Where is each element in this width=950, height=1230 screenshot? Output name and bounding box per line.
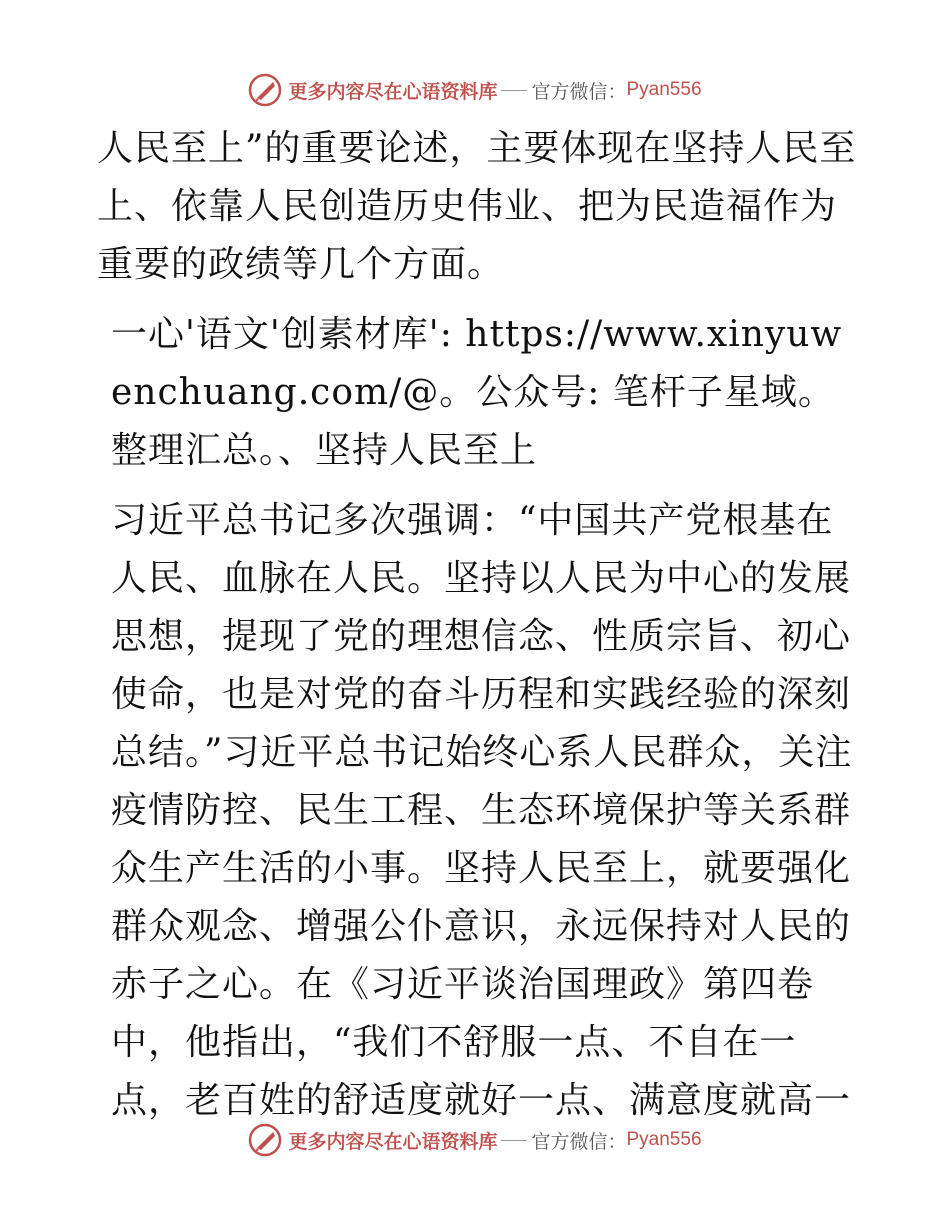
header-brand-text: 更多内容尽在心语资料库	[288, 80, 498, 103]
header-wechat-id: Pyan556	[626, 79, 702, 100]
paragraph-2: 一心'语文'创素材库': https://www.xinyuwenchuang.com/@。公众号: 笔杆子星域。整理汇总。、坚持人民至上	[111, 314, 843, 471]
footer-banner	[0, 1120, 950, 1160]
header-official-label: 官方微信：	[531, 80, 627, 103]
paragraph-1: 人民至上”的重要论述，主要体现在坚持人民至上、依靠人民创造历史伟业、把为民造福作为重要的政绩等几个方面。	[97, 128, 857, 285]
footer-brand-text: 更多内容尽在心语资料库	[288, 1130, 498, 1153]
header-divider	[501, 90, 527, 91]
footer-divider	[501, 1140, 527, 1141]
document-body	[97, 120, 857, 1130]
footer-wechat-id: Pyan556	[626, 1129, 702, 1150]
footer-official-label: 官方微信：	[531, 1130, 627, 1153]
paragraph-3: 习近平总书记多次强调：“中国共产党根基在人民、血脉在人民。坚持以人民为中心的发展思想，提现了党的理想信念、性质宗旨、初心使命，也是对党的奋斗历程和实践经验的深刻总结。”习近平总书记始终心系人民群众，关注疫情防控、民生工程、生态环境保护等关系群众生产生活的小事。坚持人民至上，就要强化群众观念、增强公仆意识，永远保持对人民的赤子之心。在《习近平谈治国理政》第四卷中，他指出，“我们不舒服一点、不自在一点，老百姓的舒适度就好一点、满意度就高一	[111, 500, 853, 1121]
quill-pen-logo-icon	[248, 1123, 282, 1157]
quill-pen-logo-icon	[248, 73, 282, 107]
header-banner	[0, 70, 950, 110]
